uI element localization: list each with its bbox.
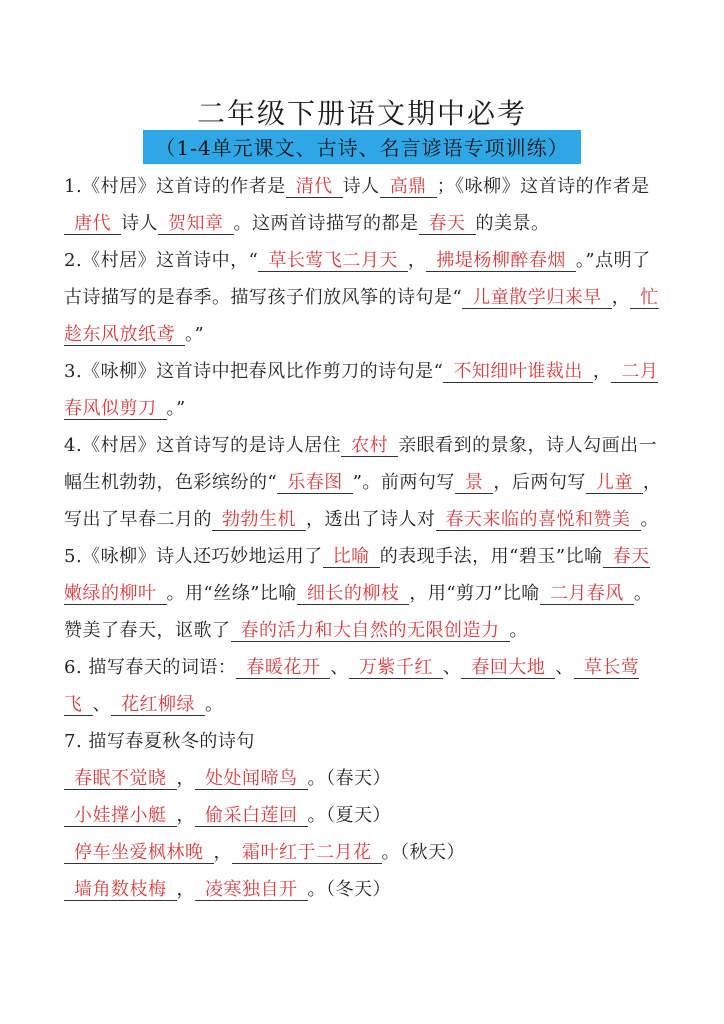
question-text: 亲眼看到的景象，诗人勾画出一幅生机勃勃，色彩缤纷的“ (64, 435, 658, 493)
answer-blank: 万紫千红 (349, 657, 443, 679)
poem-line-summer (64, 797, 664, 834)
answer-blank: 偷采白莲回 (195, 805, 308, 827)
question-text: 2.《村居》这首诗中，“ (64, 250, 259, 271)
question-text: ， (611, 287, 631, 308)
season-note: 。（春天） (307, 768, 391, 789)
answer-blank: 勃勃生机 (212, 509, 306, 531)
separator: ， (176, 768, 195, 789)
answer-blank: 春天 (419, 213, 476, 235)
question-text: 。” (166, 398, 186, 419)
separator: ， (176, 879, 195, 900)
answer-blank: 高鼎 (380, 176, 437, 198)
question-text: 。” (185, 324, 205, 345)
answer-blank: 儿童 (586, 472, 643, 494)
answer-blank: 处处闻啼鸟 (195, 768, 308, 790)
answer-blank: 春回大地 (461, 657, 555, 679)
answer-blank: 春的活力和大自然的无限创造力 (231, 620, 510, 642)
answer-blank: 停车坐爱枫林晚 (64, 842, 214, 864)
question-5 (64, 538, 664, 649)
question-text: 。 (509, 620, 528, 641)
question-text: ，透出了诗人对 (306, 509, 436, 530)
question-text: 。 (205, 694, 224, 715)
answer-blank: 草长莺飞 (64, 657, 640, 715)
answer-blank: 花红柳绿 (111, 694, 205, 716)
question-1 (64, 168, 664, 242)
answer-blank: 儿童散学归来早 (462, 287, 612, 309)
question-7-heading: 7. 描写春夏秋冬的诗句 (64, 731, 255, 752)
subtitle: （1-4单元课文、古诗、名言谚语专项训练） (143, 130, 580, 164)
answer-blank: 凌寒独自开 (195, 879, 308, 901)
subtitle-banner (0, 130, 724, 164)
answer-blank: 比喻 (323, 546, 380, 568)
answer-blank: 清代 (286, 176, 343, 198)
answer-blank: 乐春图 (277, 472, 353, 494)
question-text: ，后两句写 (493, 472, 586, 493)
season-note: 。（冬天） (307, 879, 391, 900)
separator: ， (213, 842, 232, 863)
separator: ， (176, 805, 195, 826)
answer-blank: 春天来临的喜悦和赞美 (436, 509, 641, 531)
question-text: ， (407, 250, 427, 271)
question-text: ；《咏柳》这首诗的作者是 (436, 176, 650, 197)
question-text: 4.《村居》这首诗写的是诗人居住 (64, 435, 342, 456)
question-text: 5.《咏柳》诗人还巧妙地运用了 (64, 546, 323, 567)
question-text: 。这两首诗描写的都是 (233, 213, 419, 234)
answer-blank: 墙角数枝梅 (64, 879, 177, 901)
question-text: 6. 描写春天的词语： (64, 657, 237, 678)
answer-blank: 二月春风 (540, 583, 634, 605)
question-text: ， (592, 361, 612, 382)
question-text: ，写出了早春二月的 (64, 472, 662, 530)
answer-blank: 唐代 (64, 213, 121, 235)
question-text: 诗人 (121, 213, 158, 234)
question-text: 。赞美了春天，讴歌了 (64, 583, 653, 641)
question-text: 的表现手法，用“碧玉”比喻 (379, 546, 603, 567)
answer-blank: 拂堤杨柳醉春烟 (426, 250, 576, 272)
question-text: 1.《村居》这首诗的作者是 (64, 176, 286, 197)
answer-blank: 霜叶红于二月花 (232, 842, 382, 864)
question-text: 诗人 (342, 176, 380, 197)
question-text: ”。前两句写 (352, 472, 455, 493)
question-6 (64, 649, 664, 723)
question-text: 的美景。 (475, 213, 550, 234)
answer-blank: 忙趁东风放纸鸢 (64, 287, 659, 345)
separator: 、 (92, 694, 111, 715)
question-4 (64, 427, 664, 538)
question-text: 。”点明了古诗描写的是春季。描写孩子们放风筝的诗句是“ (64, 250, 651, 308)
question-3 (64, 353, 664, 427)
answer-blank: 春暖花开 (236, 657, 330, 679)
poem-line-spring (64, 760, 664, 797)
season-note: 。（夏天） (307, 805, 391, 826)
answer-blank: 细长的柳枝 (297, 583, 410, 605)
separator: 、 (555, 657, 574, 678)
separator: 、 (442, 657, 462, 678)
worksheet-body (64, 168, 664, 908)
question-text: 3.《咏柳》这首诗中把春风比作剪刀的诗句是“ (64, 361, 444, 382)
question-text: 。 (640, 509, 659, 530)
answer-blank: 草长莺飞二月天 (258, 250, 408, 272)
answer-blank: 不知细叶谁裁出 (443, 361, 593, 383)
question-2 (64, 242, 664, 353)
answer-blank: 春天嫩绿的柳叶 (64, 546, 650, 604)
season-note: 。（秋天） (381, 842, 465, 863)
question-text: 。用“丝绦”比喻 (166, 583, 297, 604)
poem-line-autumn (64, 834, 664, 871)
page-title: 二年级下册语文期中必考 (196, 97, 527, 130)
answer-blank: 景 (455, 472, 494, 494)
answer-blank: 贺知章 (158, 213, 234, 235)
question-text: ，用“剪刀”比喻 (409, 583, 540, 604)
separator: 、 (330, 657, 349, 678)
answer-blank: 二月春风似剪刀 (64, 361, 659, 419)
answer-blank: 农村 (341, 435, 398, 457)
answer-blank: 小娃撑小艇 (64, 805, 177, 827)
poem-line-winter (64, 871, 664, 908)
answer-blank: 春眠不觉晓 (64, 768, 177, 790)
